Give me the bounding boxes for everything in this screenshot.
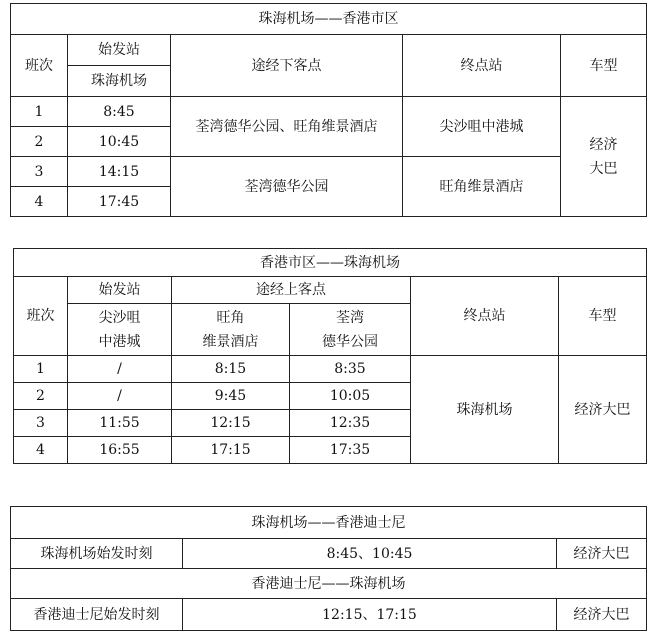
- shift-number: 4: [14, 437, 68, 464]
- via1-line-1: 旺角: [216, 309, 245, 326]
- origin-time: /: [68, 383, 172, 410]
- shift-number: 4: [11, 187, 68, 217]
- departure-label: 珠海机场始发时刻: [11, 539, 183, 569]
- terminal-stop: 尖沙咀中港城: [403, 97, 561, 157]
- table-airport-to-hk: [10, 3, 647, 217]
- shift-number: 3: [11, 157, 68, 187]
- vehicle-type: 经济大巴: [557, 599, 647, 631]
- table-title: 珠海机场——香港迪士尼: [11, 507, 647, 539]
- header-vehicle: 车型: [559, 277, 647, 356]
- shift-number: 2: [11, 127, 68, 157]
- departure-times: 8:45、10:45: [183, 539, 557, 569]
- via1-time: 8:15: [172, 356, 290, 383]
- terminal-stop: 旺角维景酒店: [403, 157, 561, 217]
- header-via: 途经下客点: [171, 35, 403, 97]
- table-row: [11, 157, 647, 187]
- header-vehicle: 车型: [561, 35, 647, 97]
- departure-times: 12:15、17:15: [183, 599, 557, 631]
- via1-time: 9:45: [172, 383, 290, 410]
- departure-label: 香港迪士尼始发时刻: [11, 599, 183, 631]
- departure-time: 8:45: [68, 97, 171, 127]
- table-title: 珠海机场——香港市区: [11, 4, 647, 35]
- via-stops: 荃湾德华公园、旺角维景酒店: [171, 97, 403, 157]
- table-row: [11, 599, 647, 631]
- vehicle-type: [561, 97, 647, 217]
- via2-line-2: 德华公园: [322, 333, 378, 350]
- via2-time: 17:35: [290, 437, 411, 464]
- table-disneyland: [10, 506, 647, 631]
- shift-number: 1: [11, 97, 68, 127]
- header-origin: 始发站: [68, 35, 171, 66]
- departure-time: 17:45: [68, 187, 171, 217]
- vehicle-type: 经济大巴: [557, 539, 647, 569]
- header-via-stop-2: [290, 304, 411, 356]
- shift-number: 2: [14, 383, 68, 410]
- origin-time: 16:55: [68, 437, 172, 464]
- via2-time: 12:35: [290, 410, 411, 437]
- vehicle-line-2: 大巴: [589, 160, 618, 177]
- header-via-stop-1: [172, 304, 290, 356]
- via-stops: 荃湾德华公园: [171, 157, 403, 217]
- table-title: 香港市区——珠海机场: [14, 249, 647, 277]
- vehicle-type: 经济大巴: [559, 356, 647, 464]
- table-title: 香港迪士尼——珠海机场: [11, 569, 647, 599]
- via2-time: 8:35: [290, 356, 411, 383]
- origin-line-2: 中港城: [98, 333, 141, 350]
- via1-time: 12:15: [172, 410, 290, 437]
- via1-time: 17:15: [172, 437, 290, 464]
- table-row: [11, 539, 647, 569]
- origin-time: /: [68, 356, 172, 383]
- via1-line-2: 维景酒店: [202, 333, 259, 350]
- header-shift: 班次: [14, 277, 68, 356]
- header-origin: 始发站: [68, 277, 172, 304]
- header-terminal: 终点站: [411, 277, 559, 356]
- header-origin-name: 珠海机场: [68, 66, 171, 97]
- header-origin-name: [68, 304, 172, 356]
- origin-time: 11:55: [68, 410, 172, 437]
- via2-line-1: 荃湾: [336, 309, 364, 326]
- via2-time: 10:05: [290, 383, 411, 410]
- header-terminal: 终点站: [403, 35, 561, 97]
- table-row: [14, 356, 647, 383]
- origin-line-1: 尖沙咀: [98, 309, 141, 326]
- table-row: [11, 97, 647, 127]
- terminal-stop: 珠海机场: [411, 356, 559, 464]
- vehicle-line-1: 经济: [589, 136, 618, 153]
- departure-time: 14:15: [68, 157, 171, 187]
- shift-number: 3: [14, 410, 68, 437]
- table-hk-to-airport: [13, 248, 647, 464]
- shift-number: 1: [14, 356, 68, 383]
- departure-time: 10:45: [68, 127, 171, 157]
- header-via: 途经上客点: [172, 277, 411, 304]
- header-shift: 班次: [11, 35, 68, 97]
